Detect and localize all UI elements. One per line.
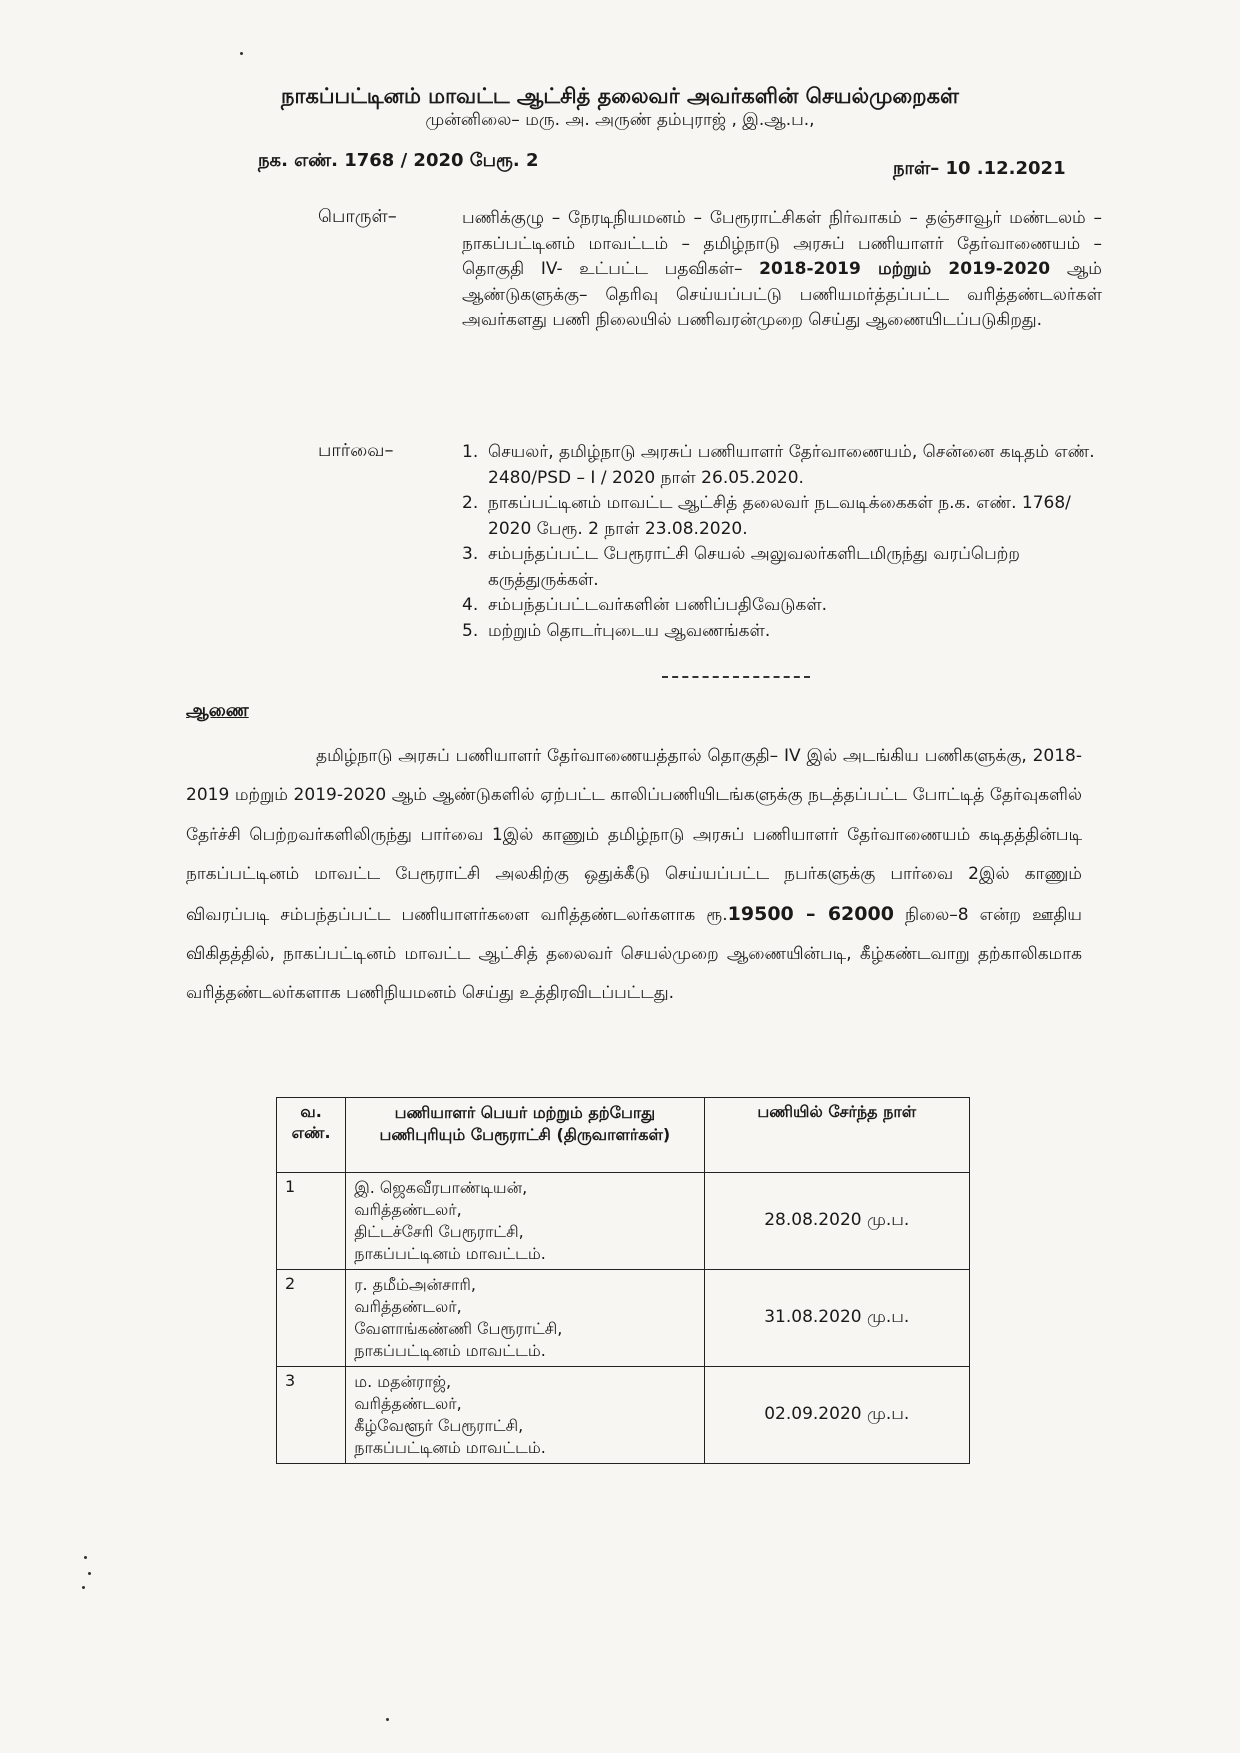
scan-speck	[88, 1572, 91, 1575]
reference-item: 5. மற்றும் தொடர்புடைய ஆவணங்கள்.	[462, 620, 771, 641]
reference-item: 1. செயலர், தமிழ்நாடு அரசுப் பணியாளர் தேர்வாணையம், சென்னை கடிதம் எண். 2480/PSD – I / 2020 நாள் 26.05.2020.	[462, 442, 1095, 488]
subject-years: 2018-2019 மற்றும் 2019-2020	[759, 259, 1051, 279]
order-title: ஆணை	[186, 700, 249, 721]
reference-item: 2. நாகப்பட்டினம் மாவட்ட ஆட்சித் தலைவர் நடவடிக்கைகள் ந.க. எண். 1768/ 2020 பேரூ. 2 நாள் 23.08.2020.	[462, 493, 1071, 539]
col-name: பணியாளர் பெயர் மற்றும் தற்போது பணிபுரியும் பேரூராட்சி (திருவாளர்கள்)	[346, 1098, 704, 1173]
subject-part2: ஆம் ஆண்டுகளுக்கு– தெரிவு செய்யப்பட்டு பணியமர்த்தப்பட்ட வரித்தண்டலர்கள் அவர்களது பணி நிலையில் பணிவரன்முறை செய்து ஆணையிடப்படுகிறது.	[462, 259, 1102, 330]
scan-speck	[240, 52, 243, 55]
presiding-officer: முன்னிலை– மரு. அ. அருண் தம்புராஜ் , இ.ஆ.ப.,	[425, 110, 815, 130]
name-cell: இ. ஜெகவீரபாண்டியன், வரித்தண்டலர், திட்டச்சேரி பேரூராட்சி, நாகப்பட்டினம் மாவட்டம்.	[346, 1173, 704, 1270]
reference-item: 4. சம்பந்தப்பட்டவர்களின் பணிப்பதிவேடுகள்.	[462, 595, 828, 615]
table-header	[277, 1098, 970, 1173]
subject-text	[462, 206, 1102, 334]
col-join-date: பணியில் சேர்ந்த நாள்	[704, 1098, 969, 1173]
references-label: பார்வை–	[318, 440, 394, 461]
serial-cell: 3	[277, 1367, 346, 1464]
subject-part1: பணிக்குழு – நேரடிநியமனம் – பேரூராட்சிகள் நிர்வாகம் – தஞ்சாவூர் மண்டலம் – நாகப்பட்டினம் மாவட்டம் – தமிழ்நாடு அரசுப் பணியாளர் தேர்வாணையம் – தொகுதி IV- உட்பட்ட பதவிகள்–	[462, 208, 1102, 279]
serial-cell: 2	[277, 1270, 346, 1367]
scan-speck	[84, 1556, 87, 1559]
table-row	[277, 1367, 970, 1464]
date-cell: 31.08.2020 மு.ப.	[704, 1270, 969, 1367]
reference-item: 3. சம்பந்தப்பட்ட பேரூராட்சி செயல் அலுவலர்களிடமிருந்து வரப்பெற்ற கருத்துருக்கள்.	[462, 544, 1020, 590]
col-serial: வ. எண்.	[277, 1098, 346, 1173]
name-cell: ர. தமீம்அன்சாரி, வரித்தண்டலர், வேளாங்கண்ணி பேரூராட்சி, நாகப்பட்டினம் மாவட்டம்.	[346, 1270, 704, 1367]
scan-speck	[82, 1586, 85, 1589]
date-cell: 28.08.2020 மு.ப.	[704, 1173, 969, 1270]
table-row	[277, 1270, 970, 1367]
divider	[662, 676, 810, 678]
appointment-table	[276, 1097, 970, 1464]
pay-scale: 19500 – 62000	[727, 902, 894, 925]
subject-label: பொருள்–	[318, 206, 397, 227]
scan-speck	[386, 1718, 389, 1721]
date-cell: 02.09.2020 மு.ப.	[704, 1367, 969, 1464]
table-row	[277, 1173, 970, 1270]
serial-cell: 1	[277, 1173, 346, 1270]
order-paragraph: தமிழ்நாடு அரசுப் பணியாளர் தேர்வாணையத்தால் தொகுதி– IV இல் அடங்கிய பணிகளுக்கு, 2018-2019 மற்றும் 2019-2020 ஆம் ஆண்டுகளில் ஏற்பட்ட காலிப்பணியிடங்களுக்கு நடத்தப்பட்ட போட்டித் தேர்வுகளில் தேர்ச்சி பெற்றவர்களிலிருந்து பார்வை 1இல் காணும் தமிழ்நாடு அரசுப் பணியாளர் தேர்வாணையம் கடிதத்தின்படி நாகப்பட்டினம் மாவட்ட பேரூராட்சி அலகிற்கு ஒதுக்கீடு செய்யப்பட்ட நபர்களுக்கு பார்வை 2இல் காணும் விவரப்படி சம்பந்தப்பட்ட பணியாளர்களை வரித்தண்டலர்களாக ரூ.19500 – 62000 நிலை–8 என்ற ஊதிய விகிதத்தில், நாகப்பட்டினம் மாவட்ட ஆட்சித் தலைவர் செயல்முறை ஆணையின்படி, கீழ்கண்டவாறு தற்காலிகமாக வரித்தண்டலர்களாக பணிநியமனம் செய்து உத்திரவிடப்பட்டது.	[186, 746, 1082, 1004]
order-date: நாள்– 10 .12.2021	[893, 158, 1066, 179]
reference-number: நக. எண். 1768 / 2020 பேரூ. 2	[258, 150, 539, 171]
references-list	[462, 440, 1112, 644]
office-title: நாகப்பட்டினம் மாவட்ட ஆட்சித் தலைவர் அவர்களின் செயல்முறைகள்	[281, 84, 959, 108]
name-cell: ம. மதன்ராஜ், வரித்தண்டலர், கீழ்வேளூர் பேரூராட்சி, நாகப்பட்டினம் மாவட்டம்.	[346, 1367, 704, 1464]
